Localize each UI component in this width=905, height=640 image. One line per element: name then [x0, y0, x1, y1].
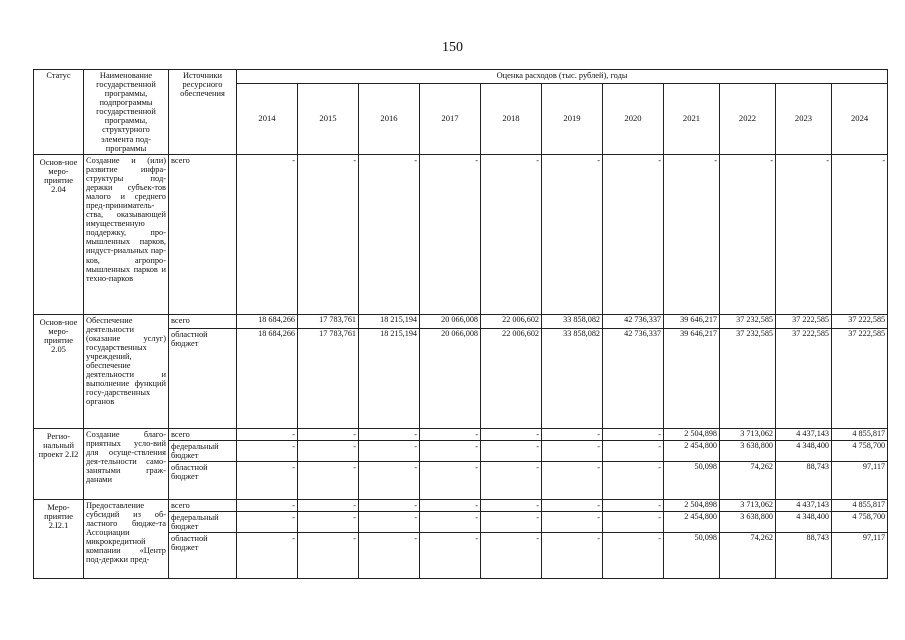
value-cell: 22 006,602: [481, 328, 542, 428]
header-sources: Источники ресурсного обеспечения: [169, 70, 237, 155]
header-year: 2015: [298, 83, 359, 154]
value-cell: 3 638,800: [720, 440, 776, 461]
value-cell: 4 348,400: [776, 440, 832, 461]
value-cell: 2 454,800: [664, 512, 720, 533]
value-cell: -: [359, 154, 420, 314]
name-cell: Обеспечение деятельности (оказание услуг) государственных учреждений, обеспечение деятельности и выполнение функций госу-дарственных органов: [84, 314, 169, 428]
value-cell: 3 713,062: [720, 499, 776, 511]
value-cell: -: [298, 533, 359, 579]
value-cell: 39 646,217: [664, 328, 720, 428]
value-cell: 18 684,266: [237, 314, 298, 328]
value-cell: 3 638,800: [720, 512, 776, 533]
page-number: 150: [442, 40, 463, 55]
value-cell: -: [481, 154, 542, 314]
table-row: [34, 314, 888, 328]
value-cell: 37 222,585: [776, 314, 832, 328]
value-cell: -: [237, 499, 298, 511]
value-cell: 50,098: [664, 461, 720, 499]
value-cell: -: [420, 440, 481, 461]
value-cell: 37 222,585: [832, 328, 888, 428]
value-cell: -: [420, 428, 481, 440]
value-cell: -: [481, 440, 542, 461]
table-row: [34, 154, 888, 314]
value-cell: -: [359, 440, 420, 461]
value-cell: 18 215,194: [359, 328, 420, 428]
header-year: 2017: [420, 83, 481, 154]
header-year: 2021: [664, 83, 720, 154]
value-cell: -: [603, 154, 664, 314]
value-cell: -: [720, 154, 776, 314]
value-cell: 97,117: [832, 533, 888, 579]
value-cell: -: [237, 154, 298, 314]
value-cell: -: [776, 154, 832, 314]
value-cell: 42 736,337: [603, 314, 664, 328]
value-cell: -: [237, 440, 298, 461]
value-cell: -: [542, 440, 603, 461]
table-row: [34, 428, 888, 440]
value-cell: -: [603, 533, 664, 579]
header-year: 2022: [720, 83, 776, 154]
value-cell: 4 758,700: [832, 440, 888, 461]
value-cell: 18 215,194: [359, 314, 420, 328]
source-cell: всего: [169, 314, 237, 328]
value-cell: -: [664, 154, 720, 314]
value-cell: 33 858,082: [542, 328, 603, 428]
value-cell: -: [481, 512, 542, 533]
value-cell: -: [420, 512, 481, 533]
value-cell: 88,743: [776, 461, 832, 499]
value-cell: -: [359, 499, 420, 511]
status-cell: Регио-нальный проект 2.I2: [34, 428, 84, 499]
status-cell: Основ-ное меро-приятие 2.05: [34, 314, 84, 428]
value-cell: 20 066,008: [420, 314, 481, 328]
source-cell: областной бюджет: [169, 461, 237, 499]
header-year: 2020: [603, 83, 664, 154]
value-cell: 88,743: [776, 533, 832, 579]
expense-table: [33, 69, 888, 579]
value-cell: 4 855,817: [832, 428, 888, 440]
header-year: 2016: [359, 83, 420, 154]
header-year: 2014: [237, 83, 298, 154]
value-cell: -: [603, 461, 664, 499]
value-cell: -: [481, 461, 542, 499]
value-cell: -: [603, 428, 664, 440]
value-cell: 4 758,700: [832, 512, 888, 533]
value-cell: -: [603, 499, 664, 511]
status-cell: Меро-приятие 2.I2.1: [34, 499, 84, 578]
value-cell: 3 713,062: [720, 428, 776, 440]
value-cell: -: [603, 440, 664, 461]
value-cell: 17 783,761: [298, 314, 359, 328]
value-cell: 39 646,217: [664, 314, 720, 328]
value-cell: -: [298, 499, 359, 511]
value-cell: -: [420, 461, 481, 499]
value-cell: -: [237, 533, 298, 579]
value-cell: -: [298, 428, 359, 440]
value-cell: -: [832, 154, 888, 314]
value-cell: 50,098: [664, 533, 720, 579]
header-year: 2019: [542, 83, 603, 154]
header-year: 2024: [832, 83, 888, 154]
value-cell: -: [359, 512, 420, 533]
value-cell: -: [298, 440, 359, 461]
value-cell: 37 222,585: [776, 328, 832, 428]
table-body: [34, 154, 888, 578]
value-cell: -: [481, 533, 542, 579]
value-cell: -: [420, 154, 481, 314]
header-name: Наименование государственной программы, подпрограммы государственной программы, структурного элемента под-программы: [84, 70, 169, 155]
value-cell: 4 437,143: [776, 428, 832, 440]
source-cell: федеральный бюджет: [169, 440, 237, 461]
value-cell: -: [542, 533, 603, 579]
name-cell: Создание и (или) развитие инфра-структуры под-держки субъек-тов малого и среднего пред-приниматель-ства, оказывающей имущественную поддержку, про-мышленных парков, индуст-риальных пар-ков, агропро-мышленных парков и техно-парков: [84, 154, 169, 314]
value-cell: 74,262: [720, 461, 776, 499]
value-cell: -: [237, 461, 298, 499]
value-cell: 37 222,585: [832, 314, 888, 328]
value-cell: 33 858,082: [542, 314, 603, 328]
value-cell: 22 006,602: [481, 314, 542, 328]
value-cell: 37 232,585: [720, 328, 776, 428]
value-cell: 2 454,800: [664, 440, 720, 461]
value-cell: 4 855,817: [832, 499, 888, 511]
value-cell: -: [359, 461, 420, 499]
value-cell: 2 504,898: [664, 428, 720, 440]
source-cell: областной бюджет: [169, 533, 237, 579]
value-cell: 2 504,898: [664, 499, 720, 511]
value-cell: -: [298, 154, 359, 314]
value-cell: -: [359, 533, 420, 579]
name-cell: Создание благо-приятных усло-вий для осуще-ствления дея-тельности само-занятыми граж-данами: [84, 428, 169, 499]
value-cell: -: [542, 512, 603, 533]
value-cell: -: [420, 533, 481, 579]
source-cell: всего: [169, 428, 237, 440]
header-year: 2018: [481, 83, 542, 154]
value-cell: -: [237, 512, 298, 533]
source-cell: всего: [169, 154, 237, 314]
value-cell: -: [542, 499, 603, 511]
value-cell: -: [298, 461, 359, 499]
source-cell: федеральный бюджет: [169, 512, 237, 533]
value-cell: -: [542, 428, 603, 440]
value-cell: 20 066,008: [420, 328, 481, 428]
value-cell: -: [420, 499, 481, 511]
value-cell: 17 783,761: [298, 328, 359, 428]
value-cell: 42 736,337: [603, 328, 664, 428]
value-cell: -: [542, 154, 603, 314]
value-cell: -: [542, 461, 603, 499]
value-cell: 4 437,143: [776, 499, 832, 511]
value-cell: -: [481, 428, 542, 440]
value-cell: -: [603, 512, 664, 533]
status-cell: Основ-ное меро-приятие 2.04: [34, 154, 84, 314]
value-cell: 74,262: [720, 533, 776, 579]
source-cell: всего: [169, 499, 237, 511]
header-status: Статус: [34, 70, 84, 155]
name-cell: Предоставление субсидий из об-ластного бюдже-та Ассоциации микрокредитной компании «Центр под-держки пред-: [84, 499, 169, 578]
value-cell: 37 232,585: [720, 314, 776, 328]
value-cell: -: [237, 428, 298, 440]
value-cell: 97,117: [832, 461, 888, 499]
table-row: [34, 499, 888, 511]
header-estimate: Оценка расходов (тыс. рублей), годы: [237, 70, 888, 84]
value-cell: -: [481, 499, 542, 511]
header-year: 2023: [776, 83, 832, 154]
source-cell: областной бюджет: [169, 328, 237, 428]
value-cell: 18 684,266: [237, 328, 298, 428]
value-cell: 4 348,400: [776, 512, 832, 533]
value-cell: -: [359, 428, 420, 440]
value-cell: -: [298, 512, 359, 533]
